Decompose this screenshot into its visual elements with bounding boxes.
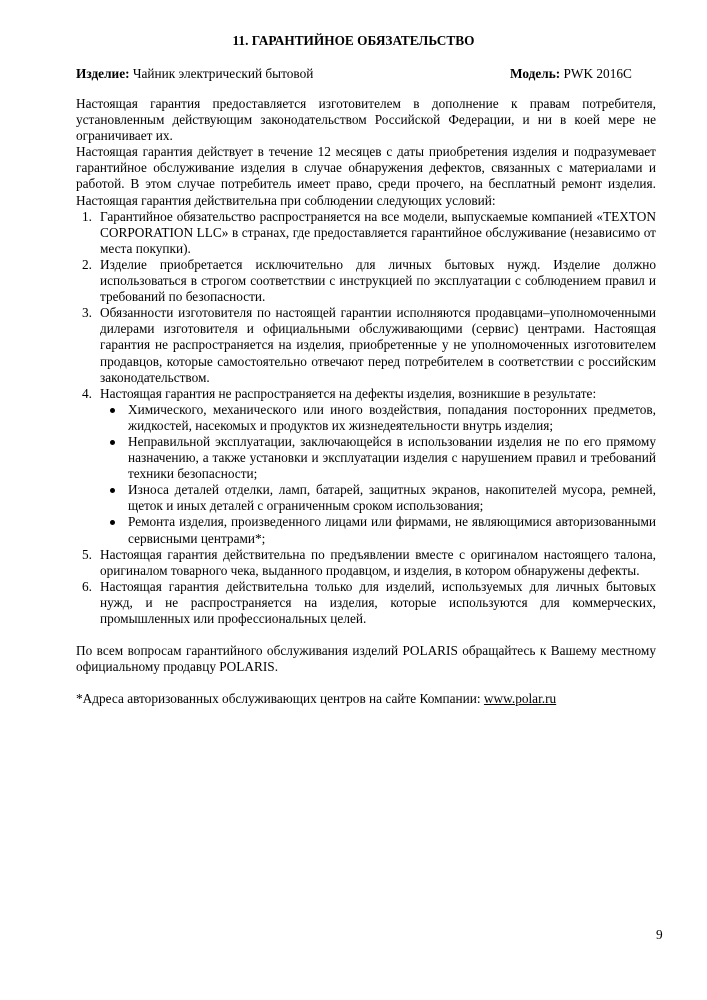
bullet-item-text: Износа деталей отделки, ламп, батарей, защитных экранов, накопителей мусора, ремней, щеток и иных деталей с ограниченным сроком использования; <box>128 482 656 514</box>
list-item-text: Обязанности изготовителя по настоящей гарантии исполняются продавцами–уполномоченными дилерами изготовителя и официальными обслуживающими (сервис) центрами. Настоящая гарантия не распространяется на изделия, приобретенные у не уполномоченных изготовителем продавцов, которые самостоятельно отвечают перед потребителем в соответствии с российским законодательством. <box>100 305 656 385</box>
bullet-icon <box>110 440 115 445</box>
list-item-number: 6. <box>82 578 92 594</box>
bullet-item <box>76 402 656 434</box>
bullet-item-text: Химического, механического или иного воздействия, попадания посторонних предметов, жидкостей, насекомых и продуктов их жизнедеятельности внутрь изделия; <box>128 401 656 433</box>
model-label: Модель: <box>510 66 561 81</box>
spacer <box>76 627 656 643</box>
product-meta-row <box>76 66 656 82</box>
bullet-item <box>76 434 656 482</box>
list-item-text: Настоящая гарантия не распространяется на дефекты изделия, возникшие в результате: <box>100 385 597 401</box>
conditions-paragraph: Настоящая гарантия действует в течение 12 месяцев с даты приобретения изделия и подразумевает гарантийное обслуживание изделия в случае обнаружения дефектов, связанных с материалами и работой. В этом случае потребитель имеет право, среди прочего, на бесплатный ремонт изделия. Настоящая гарантия действительна при соблюдении следующих условий: <box>76 144 656 208</box>
warranty-terms-list <box>76 209 656 402</box>
model-info <box>510 66 632 82</box>
spacer <box>76 675 656 691</box>
footnote-paragraph <box>76 691 656 707</box>
bullet-icon <box>110 488 115 493</box>
product-value: Чайник электрический бытовой <box>132 66 314 81</box>
list-item-text: Изделие приобретается исключительно для личных бытовых нужд. Изделие должно использоваться в строгом соответствии с инструкцией по эксплуатации с соблюдением правил и требований по безопасности. <box>100 256 656 305</box>
footnote-text: *Адреса авторизованных обслуживающих центров на сайте Компании: <box>76 691 484 707</box>
bullet-item <box>76 482 656 514</box>
contact-paragraph: По всем вопросам гарантийного обслуживания изделий POLARIS обращайтесь к Вашему местному официальному продавцу POLARIS. <box>76 643 656 675</box>
website-link[interactable]: www.polar.ru <box>483 691 557 707</box>
page-number: 9 <box>656 927 663 942</box>
list-item <box>76 547 656 579</box>
list-item-text: Настоящая гарантия действительна только для изделий, используемых для личных бытовых нужд, и не распространяется на изделия, которые используются для коммерческих, промышленных или профессиональных целей. <box>100 578 656 626</box>
list-item-number: 1. <box>82 208 92 224</box>
list-item <box>76 386 656 402</box>
list-item <box>76 209 656 257</box>
bullet-icon <box>110 408 115 413</box>
exclusions-list <box>76 402 656 547</box>
list-item-number: 4. <box>82 385 92 401</box>
page-title: 11. ГАРАНТИЙНОЕ ОБЯЗАТЕЛЬСТВО <box>232 33 475 48</box>
list-item-number: 5. <box>82 546 92 562</box>
bullet-item-text: Ремонта изделия, произведенного лицами или фирмами, не являющимися авторизованными сервисными центрами*; <box>128 514 656 546</box>
bullet-item <box>76 514 656 546</box>
product-info <box>76 66 313 81</box>
list-item-text: Настоящая гарантия действительна по предъявлении вместе с оригиналом настоящего талона, оригиналом товарного чека, выданного продавцом, и изделия, в котором обнаружены дефекты. <box>100 546 656 578</box>
bullet-item-text: Неправильной эксплуатации, заключающейся в использовании изделия не по его прямому назначению, а также установки и эксплуатации изделия с нарушением правил и требований техники безопасности; <box>128 433 656 482</box>
model-value: PWK 2016C <box>563 66 632 81</box>
list-item <box>76 579 656 627</box>
list-item-text: Гарантийное обязательство распространяется на все модели, выпускаемые компанией «TEXTON CORPORATION LLC» в странах, где предоставляется гарантийное обслуживание (независимо от места покупки). <box>100 208 656 256</box>
intro-paragraph: Настоящая гарантия предоставляется изготовителем в дополнение к правам потребителя, установленным действующим законодательством Российской Федерации, и ни в коей мере не ограничивает их. <box>76 96 656 144</box>
list-item <box>76 257 656 305</box>
list-item-number: 2. <box>82 256 92 272</box>
warranty-terms-list-continued <box>76 547 656 627</box>
warranty-content <box>76 96 656 707</box>
list-item-number: 3. <box>82 305 92 321</box>
bullet-icon <box>110 520 115 525</box>
list-item <box>76 305 656 385</box>
product-label: Изделие: <box>76 66 130 81</box>
